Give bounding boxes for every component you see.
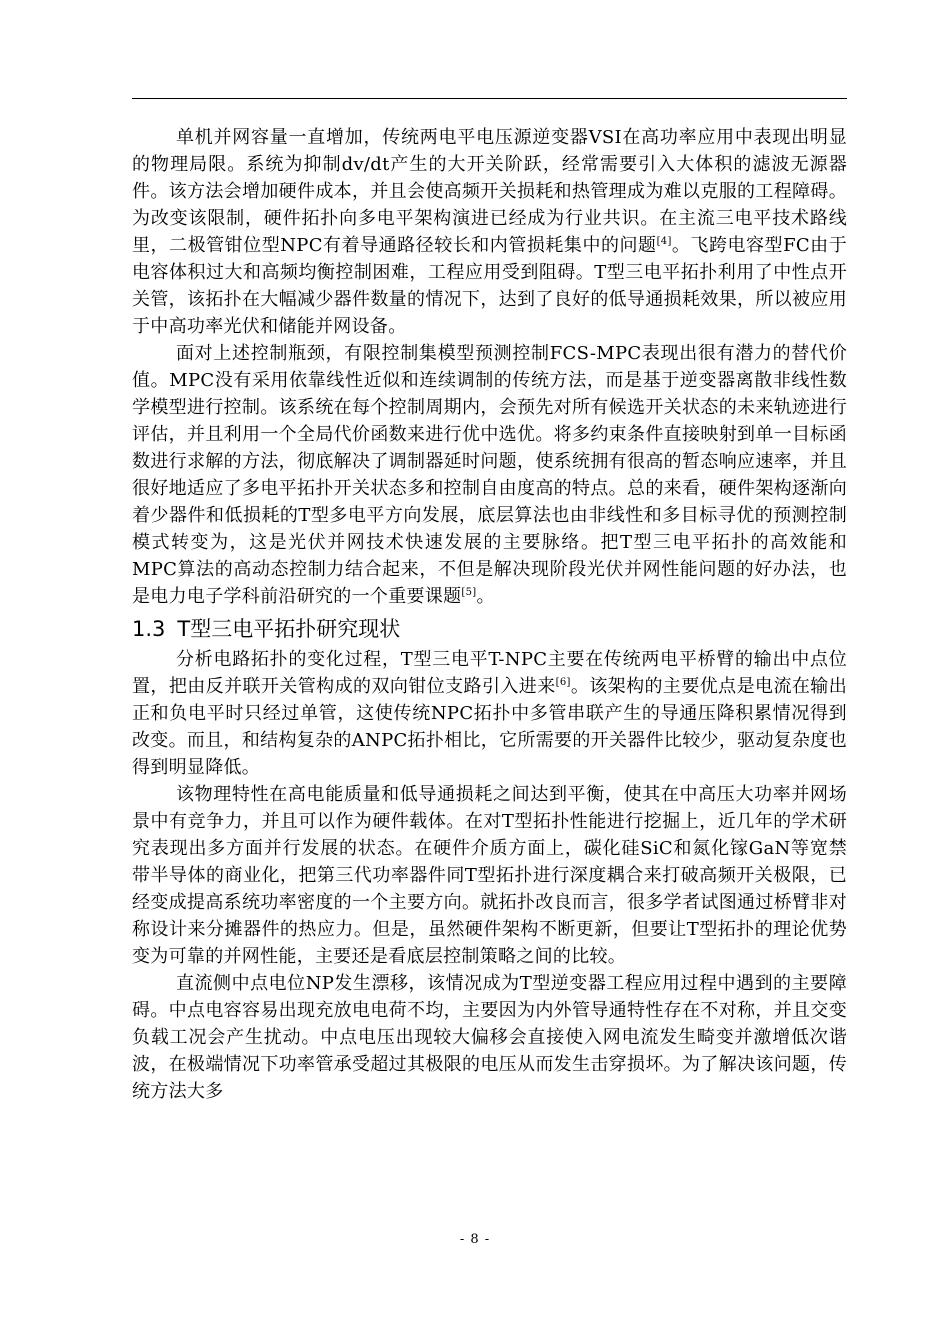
citation-6[interactable]: [6]	[555, 677, 571, 688]
paragraph-3: 分析电路拓扑的变化过程，T型三电平T-NPC主要在传统两电平桥臂的输出中点位置，把由反并联开关管构成的双向钳位支路引入进来[6]。该架构的主要优点是电流在输出正和负电平时只经过单管，这使传统NPC拓扑中多管串联产生的导通压降积累情况得到改变。而且，和结构复杂的ANPC拓扑相比，它所需要的开关器件比较少，驱动复杂度也得到明显降低。	[132, 649, 847, 778]
page-body	[132, 124, 847, 1105]
header-rule	[132, 98, 847, 99]
citation-4[interactable]: [4]	[656, 236, 672, 247]
citation-5[interactable]: [5]	[461, 587, 477, 598]
paragraph-1: 单机并网容量一直增加，传统两电平电压源逆变器VSI在高功率应用中表现出明显的物理局限。系统为抑制dv/dt产生的大开关阶跃，经常需要引入大体积的滤波无源器件。该方法会增加硬件成本，并且会使高频开关损耗和热管理成为难以克服的工程障碍。为改变该限制，硬件拓扑向多电平架构演进已经成为行业共识。在主流三电平技术路线里，二极管钳位型NPC有着导通路径较长和内管损耗集中的问题[4]。飞跨电容型FC由于电容体积过大和高频均衡控制困难，工程应用受到阻碍。T型三电平拓扑利用了中性点开关管，该拓扑在大幅减少器件数量的情况下，达到了良好的低导通损耗效果，所以被应用于中高功率光伏和储能并网设备。	[132, 127, 847, 337]
section-number: 1.3	[132, 617, 166, 641]
page-number: - 8 -	[459, 1232, 491, 1247]
paragraph-4: 该物理特性在高电能质量和低导通损耗之间达到平衡，使其在中高压大功率并网场景中有竞争力，并且可以作为硬件载体。在对T型拓扑性能进行挖掘上，近几年的学术研究表现出多方面并行发展的状态。在硬件介质方面上，碳化硅SiC和氮化镓GaN等宽禁带半导体的商业化，把第三代功率器件同T型拓扑进行深度耦合来打破高频开关极限，已经变成提高系统功率密度的一个主要方向。就拓扑改良而言，很多学者试图通过桥臂非对称设计来分摊器件的热应力。但是，虽然硬件架构不断更新，但要让T型拓扑的理论优势变为可靠的并网性能，主要还是看底层控制策略之间的比较。	[132, 784, 847, 967]
paragraph-2: 面对上述控制瓶颈，有限控制集模型预测控制FCS-MPC表现出很有潜力的替代价值。MPC没有采用依靠线性近似和连续调制的传统方法，而是基于逆变器离散非线性数学模型进行控制。该系统在每个控制周期内，会预先对所有候选开关状态的未来轨迹进行评估，并且利用一个全局代价函数来进行优中选优。将多约束条件直接映射到单一目标函数进行求解的方法，彻底解决了调制器延时问题，使系统拥有很高的暂态响应速率，并且很好地适应了多电平拓扑开关状态多和控制自由度高的特点。总的来看，硬件架构逐渐向着少器件和低损耗的T型多电平方向发展，底层算法也由非线性和多目标寻优的预测控制模式转变为，这是光伏并网技术快速发展的主要脉络。把T型三电平拓扑的高效能和MPC算法的高动态控制力结合起来，不但是解决现阶段光伏并网性能问题的好办法，也是电力电子学科前沿研究的一个重要课题[5]。	[132, 343, 847, 607]
section-heading	[132, 612, 847, 646]
section-title: T型三电平拓扑研究现状	[177, 617, 401, 641]
paragraph-5: 直流侧中点电位NP发生漂移，该情况成为T型逆变器工程应用过程中遇到的主要障碍。中点电容容易出现充放电电荷不均，主要因为内外管导通特性存在不对称，并且交变负载工况会产生扰动。中点电压出现较大偏移会直接使入网电流发生畸变并激增低次谐波，在极端情况下功率管承受超过其极限的电压从而发生击穿损坏。为了解决该问题，传统方法大多	[132, 973, 847, 1102]
